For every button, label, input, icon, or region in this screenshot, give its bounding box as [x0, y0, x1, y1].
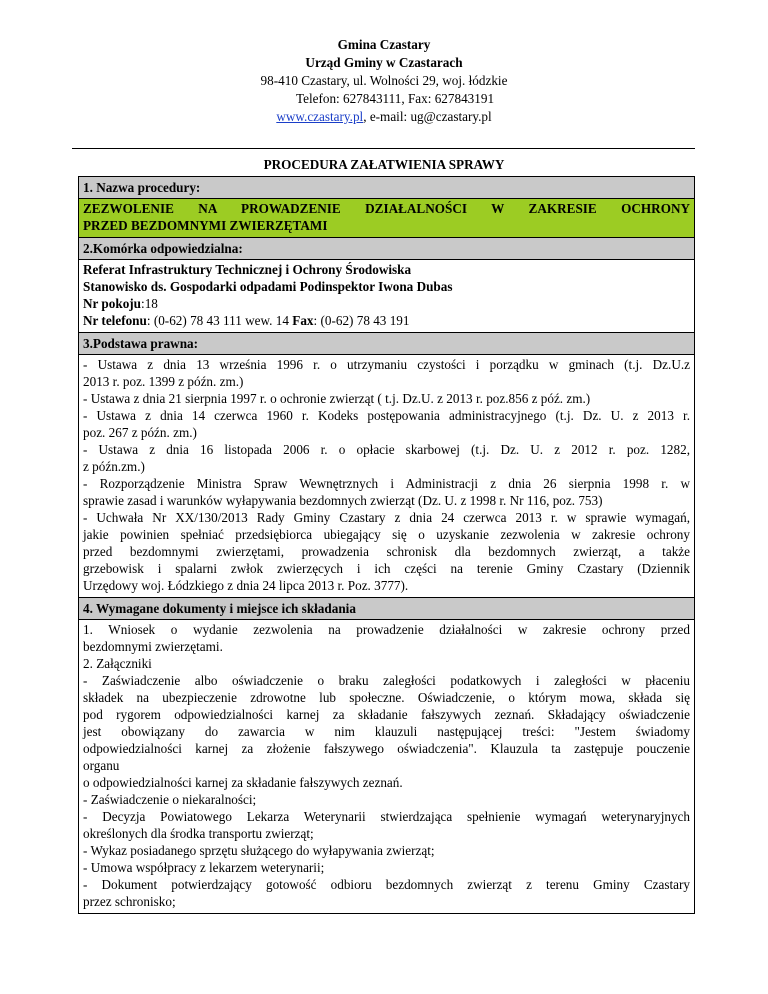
phone-value: : (0-62) 78 43 111 wew. 14 [146, 313, 293, 328]
required-documents-cell [79, 620, 694, 913]
text-line: sprawie zasad i warunków wyłapywania bezdomnych zwierząt (Dz. U. z 1998 r. Nr 116, poz. 753) [83, 493, 603, 508]
text-line: - Ustawa z dnia 16 listopada 2006 r. o opłacie skarbowej (t.j. Dz. U. z 2012 r. poz. 1282, [83, 442, 690, 457]
text-line: odpowiedzialności karnej za złożenie fałszywego oświadczenia". Klauzula ta zastępuje pouczenie [83, 741, 690, 756]
phone-label: Nr telefonu [83, 313, 147, 328]
text-line: - Rozporządzenie Ministra Spraw Wewnętrznych i Administracji z dnia 26 sierpnia 1998 r. w [83, 476, 690, 491]
room-line [83, 295, 690, 312]
text-line: - Ustawa z dnia 13 września 1996 r. o utrzymaniu czystości i porządku w gminach (t.j. Dz.U.z [83, 357, 690, 372]
text-line: - Decyzja Powiatowego Lekarza Weterynarii stwierdzająca spełnienie wymagań weterynaryjnych [83, 809, 690, 824]
phone-line [83, 312, 690, 329]
text-line: przez schronisko; [83, 894, 176, 909]
text-line: pod rygorem odpowiedzialności karnej za składanie fałszywych zeznań. Składający oświadczenie [83, 707, 690, 722]
legal-basis-cell [79, 355, 694, 597]
text-line: - Wykaz posiadanego sprzętu służącego do wyłapywania zwierząt; [83, 843, 435, 858]
room-value: :18 [141, 296, 158, 311]
text-line: - Umowa współpracy z lekarzem weterynarii; [83, 860, 325, 875]
procedure-title: PROCEDURA ZAŁATWIENIA SPRAWY [263, 157, 505, 172]
fax-value: : (0-62) 78 43 191 [313, 313, 410, 328]
procedure-name-line: ZEZWOLENIE NA PROWADZENIE DZIAŁALNOŚCI W ZAKRESIE OCHRONY [83, 201, 690, 216]
text-line: poz. 267 z późn. zm.) [83, 425, 197, 440]
text-line: 1. Wniosek o wydanie zezwolenia na prowadzenie działalności w zakresie ochrony przed [83, 622, 690, 637]
office-address: 98-410 Czastary, ul. Wolności 29, woj. łódzkie [260, 73, 508, 88]
municipality-name: Gmina Czastary [337, 37, 431, 52]
text-line: - Ustawa z dnia 14 czerwca 1960 r. Kodeks postępowania administracyjnego (t.j. Dz. U. z 2013 r. [83, 408, 690, 423]
section-heading: 2.Komórka odpowiedzialna: [79, 238, 694, 260]
text-line: - Ustawa z dnia 21 sierpnia 1997 r. o ochronie zwierząt ( t.j. Dz.U. z 2013 r. poz.856 z póź. zm.) [83, 391, 591, 406]
section-procedure-name [78, 177, 695, 238]
text-line: bezdomnymi zwierzętami. [83, 639, 223, 654]
text-line: określonych dla środka transportu zwierząt; [83, 826, 314, 841]
section-heading: 4. Wymagane dokumenty i miejsce ich składania [79, 598, 694, 620]
text-line: - Uchwała Nr XX/130/2013 Rady Gminy Czastary z dnia 24 czerwca 2013 r. w sprawie wymagań, [83, 510, 690, 525]
post-name: Stanowisko ds. Gospodarki odpadami Podinspektor Iwona Dubas [83, 279, 453, 294]
text-line: Urzędowy woj. Łódzkiego z dnia 24 lipca 2013 r. Poz. 3777). [83, 578, 409, 593]
room-label: Nr pokoju [83, 296, 142, 311]
section-responsible-unit [78, 238, 695, 333]
contact-line [0, 108, 768, 126]
text-line: przed bezdomnymi zwierzętami, prowadzenia schronisk dla bezdomnych zwierząt, a także [83, 544, 690, 559]
letterhead [0, 36, 768, 126]
text-line: składek na ubezpieczenie zdrowotne lub społeczne. Oświadczenie, o którym mowa, składa się [83, 690, 690, 705]
text-line: o odpowiedzialności karnej za składanie fałszywych zeznań. [83, 775, 403, 790]
procedure-table [78, 176, 695, 914]
section-legal-basis [78, 333, 695, 598]
procedure-name-line: PRZED BEZDOMNYMI ZWIERZĘTAMI [83, 218, 328, 233]
email-text: , e-mail: ug@czastary.pl [363, 109, 492, 124]
text-line: 2013 r. poz. 1399 z późn. zm.) [83, 374, 244, 389]
procedure-name-cell [79, 199, 694, 237]
header-divider [72, 148, 695, 149]
text-line: organu [83, 758, 120, 773]
section-heading: 3.Podstawa prawna: [79, 333, 694, 355]
text-line: jest obowiązany do zawarcia w nim klauzuli następującej treści: "Jestem świadomy [83, 724, 690, 739]
text-line: grzebowisk i spalarni zwłok zwierzęcych i ich części na terenie Gminy Czastary (Dziennik [83, 561, 690, 576]
text-line: 2. Załączniki [83, 656, 152, 671]
department-name: Referat Infrastruktury Technicznej i Ochrony Środowiska [83, 262, 412, 277]
office-name: Urząd Gminy w Czastarach [305, 55, 463, 70]
office-phones: Telefon: 627843111, Fax: 627843191 [295, 91, 495, 106]
text-line: - Zaświadczenie o niekaralności; [83, 792, 257, 807]
fax-label: Fax [292, 313, 314, 328]
responsible-unit-cell [79, 260, 694, 332]
text-line: - Zaświadczenie albo oświadczenie o braku zaległości podatkowych i zaległości w płaceniu [83, 673, 690, 688]
text-line: jakie powinien spełniać przedsiębiorca ubiegający się o uzyskanie zezwolenia w zakresie ochrony [83, 527, 690, 542]
section-heading: 1. Nazwa procedury: [79, 177, 694, 199]
text-line: - Dokument potwierdzający gotowość odbioru bezdomnych zwierząt z terenu Gminy Czastary [83, 877, 690, 892]
website-link[interactable]: www.czastary.pl [276, 109, 364, 124]
text-line: z późn.zm.) [83, 459, 145, 474]
section-required-documents [78, 598, 695, 914]
